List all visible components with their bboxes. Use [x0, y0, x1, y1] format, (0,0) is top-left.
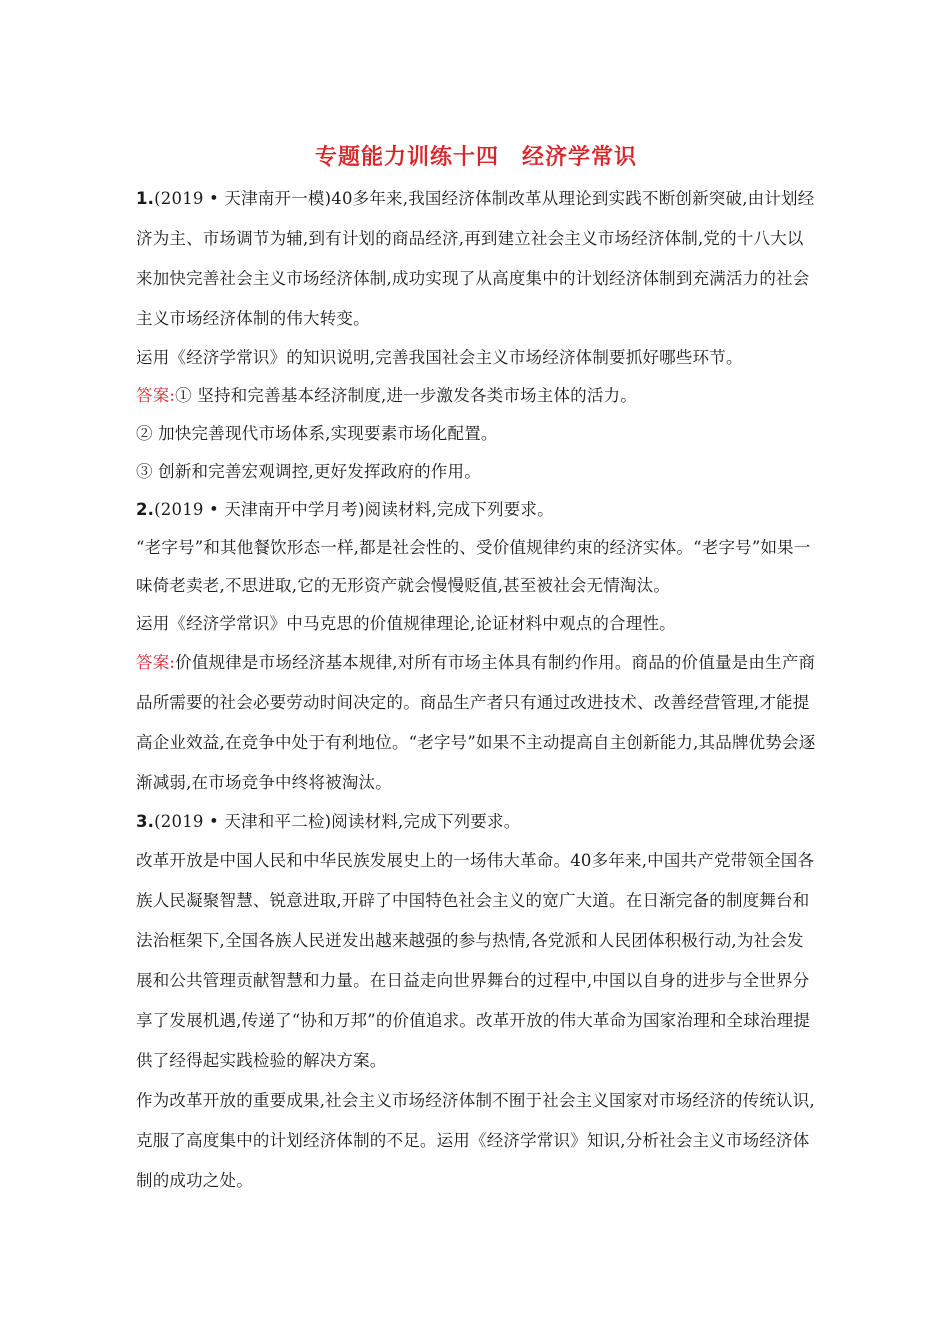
question-prompt: 阅读材料,完成下列要求。 [364, 500, 554, 519]
answer-label: 答案: [136, 653, 176, 672]
question-source: (2019 • 天津南开一模) [154, 189, 332, 208]
question-prompt: 阅读材料,完成下列要求。 [331, 812, 521, 831]
question-number: 2. [136, 500, 155, 519]
question-2-answer [136, 643, 816, 803]
question-2-header [136, 491, 816, 529]
answer-label: 答案: [136, 386, 176, 405]
question-1 [136, 179, 816, 491]
question-material: 40多年来,我国经济体制改革从理论到实践不断创新突破,由计划经济为主、市场调节为辅,到有计划的商品经济,再到建立社会主义市场经济体制,党的十八大以来加快完善社会主义市场经济体制,成功实现了从高度集中的计划经济体制到充满活力的社会主义市场经济体制的伟大转变。 [136, 189, 815, 328]
question-1-task: 运用《经济学常识》的知识说明,完善我国社会主义市场经济体制要抓好哪些环节。 [136, 348, 743, 367]
question-3-task: 作为改革开放的重要成果,社会主义市场经济体制不囿于社会主义国家对市场经济的传统认识,克服了高度集中的计划经济体制的不足。运用《经济学常识》知识,分析社会主义市场经济体制的成功之处。 [136, 1091, 815, 1190]
question-1-answer-3: ③ 创新和完善宏观调控,更好发挥政府的作用。 [136, 462, 481, 481]
question-source: (2019 • 天津和平二检) [154, 812, 332, 831]
answer-text: 价值规律是市场经济基本规律,对所有市场主体具有制约作用。商品的价值量是由生产商品所需要的社会必要劳动时间决定的。商品生产者只有通过改进技术、改善经营管理,才能提高企业效益,在竞争中处于有利地位。“老字号”如果不主动提高自主创新能力,其品牌优势会逐渐减弱,在市场竞争中终将被淘汰。 [136, 653, 816, 792]
question-number: 1. [136, 189, 155, 208]
question-3-material: 改革开放是中国人民和中华民族发展史上的一场伟大革命。40多年来,中国共产党带领全国各族人民凝聚智慧、锐意进取,开辟了中国特色社会主义的宽广大道。在日渐完备的制度舞台和法治框架下,全国各族人民迸发出越来越强的参与热情,各党派和人民团体积极行动,为社会发展和公共管理贡献智慧和力量。在日益走向世界舞台的过程中,中国以自身的进步与全世界分享了发展机遇,传递了“协和万邦”的价值追求。改革开放的伟大革命为国家治理和全球治理提供了经得起实践检验的解决方案。 [136, 851, 815, 1070]
question-3 [136, 803, 816, 1201]
question-1-answer-2: ② 加快完善现代市场体系,实现要素市场化配置。 [136, 424, 498, 443]
question-2 [136, 491, 816, 803]
page-title: 专题能力训练十四 经济学常识 [314, 145, 637, 170]
question-source: (2019 • 天津南开中学月考) [154, 500, 365, 519]
question-3-header [136, 803, 816, 841]
question-number: 3. [136, 812, 155, 831]
question-1-stem [136, 179, 816, 339]
question-2-task: 运用《经济学常识》中马克思的价值规律理论,论证材料中观点的合理性。 [136, 614, 676, 633]
question-1-answer-1 [136, 377, 816, 415]
answer-text: ① 坚持和完善基本经济制度,进一步激发各类市场主体的活力。 [175, 386, 637, 405]
document-page [136, 130, 816, 1201]
question-2-material: “老字号”和其他餐饮形态一样,都是社会性的、受价值规律约束的经济实体。“老字号”如果一味倚老卖老,不思进取,它的无形资产就会慢慢贬值,甚至被社会无情淘汰。 [136, 538, 811, 595]
